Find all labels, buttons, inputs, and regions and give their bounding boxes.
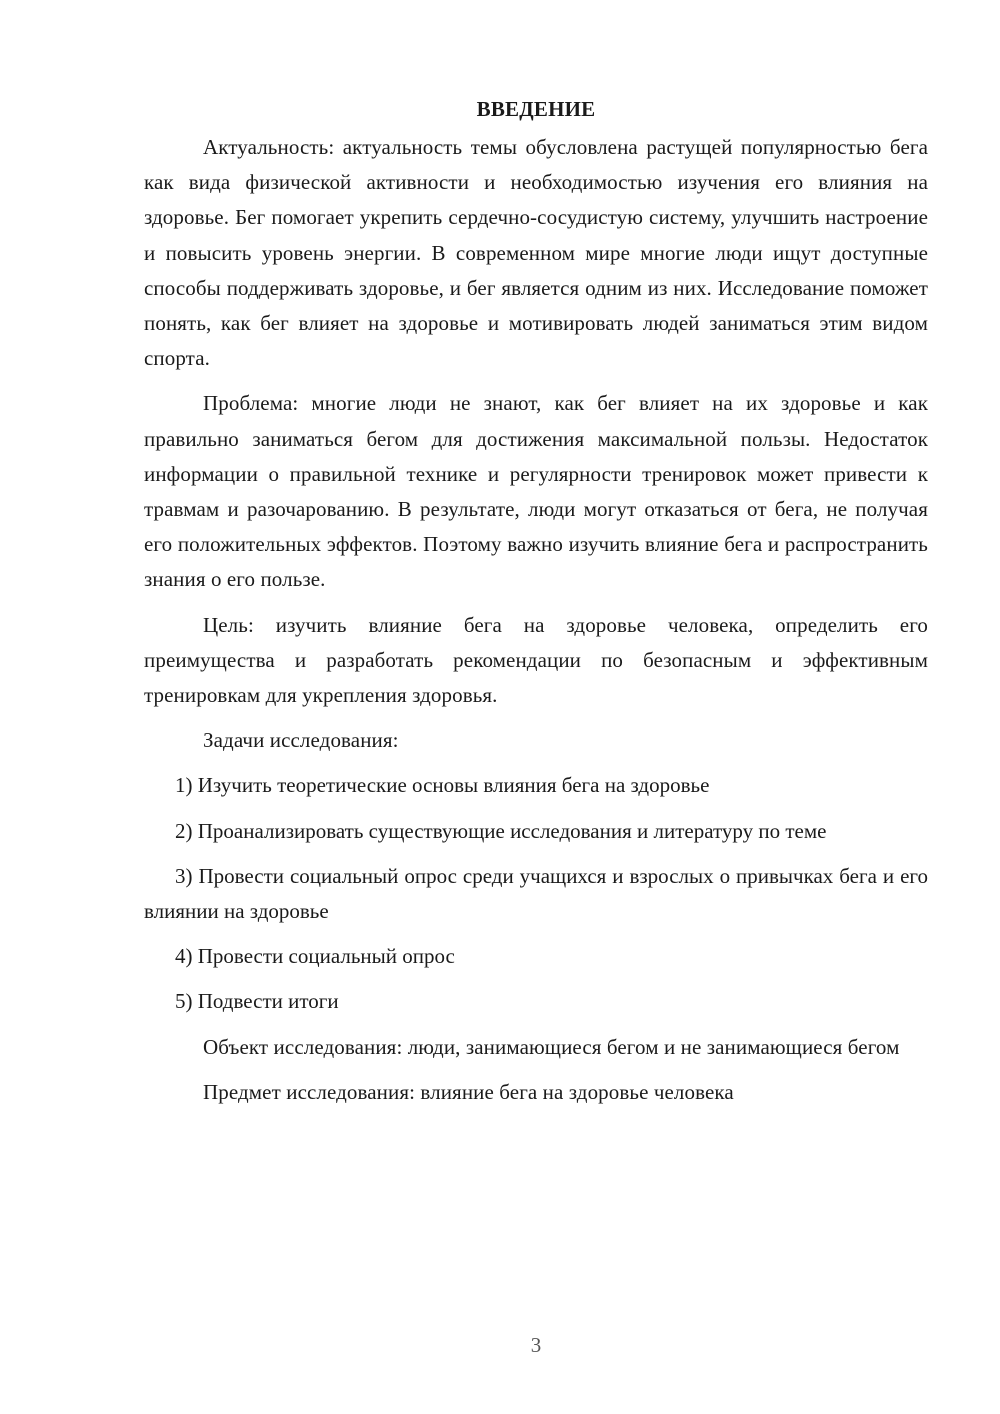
task-item-1: 1) Изучить теоретические основы влияния бега на здоровье — [175, 773, 710, 798]
task-item-3: 3) Провести социальный опрос среди учащихся и взрослых о привычках бега и его влиянии на здоровье — [144, 863, 928, 924]
paragraph-problem: Проблема: многие люди не знают, как бег влияет на их здоровье и как правильно заниматься бегом для достижения максимальной пользы. Недостаток информации о правильной технике и регулярности тренировок может привести к травмам и разочарованию. В результате, люди могут отказаться от бега, не получая его положительных эффектов. Поэтому важно изучить влияние бега и распространить знания о его пользе. — [144, 391, 928, 592]
page-body — [144, 92, 928, 1110]
paragraph-goal: Цель: изучить влияние бега на здоровье человека, определить его преимущества и разработать рекомендации по безопасным и эффективным тренировкам для укрепления здоровья. — [144, 612, 928, 708]
page-number: 3 — [530, 1333, 542, 1357]
paragraph-object: Объект исследования: люди, занимающиеся бегом и не занимающиеся бегом — [203, 1034, 900, 1059]
tasks-heading: Задачи исследования: — [203, 728, 399, 753]
task-item-2: 2) Проанализировать существующие исследования и литературу по теме — [175, 818, 827, 843]
task-item-5: 5) Подвести итоги — [175, 989, 339, 1014]
paragraph-subject: Предмет исследования: влияние бега на здоровье человека — [203, 1079, 734, 1104]
paragraph-relevance: Актуальность: актуальность темы обусловлена растущей популярностью бега как вида физической активности и необходимостью изучения его влияния на здоровье. Бег помогает укрепить сердечно-сосудистую систему, улучшить настроение и повысить уровень энергии. В современном мире многие люди ищут доступные способы поддерживать здоровье, и бег является одним из них. Исследование поможет понять, как бег влияет на здоровье и мотивировать людей заниматься этим видом спорта. — [144, 135, 928, 371]
page-title: ВВЕДЕНИЕ — [476, 97, 596, 121]
task-item-4: 4) Провести социальный опрос — [175, 944, 455, 969]
